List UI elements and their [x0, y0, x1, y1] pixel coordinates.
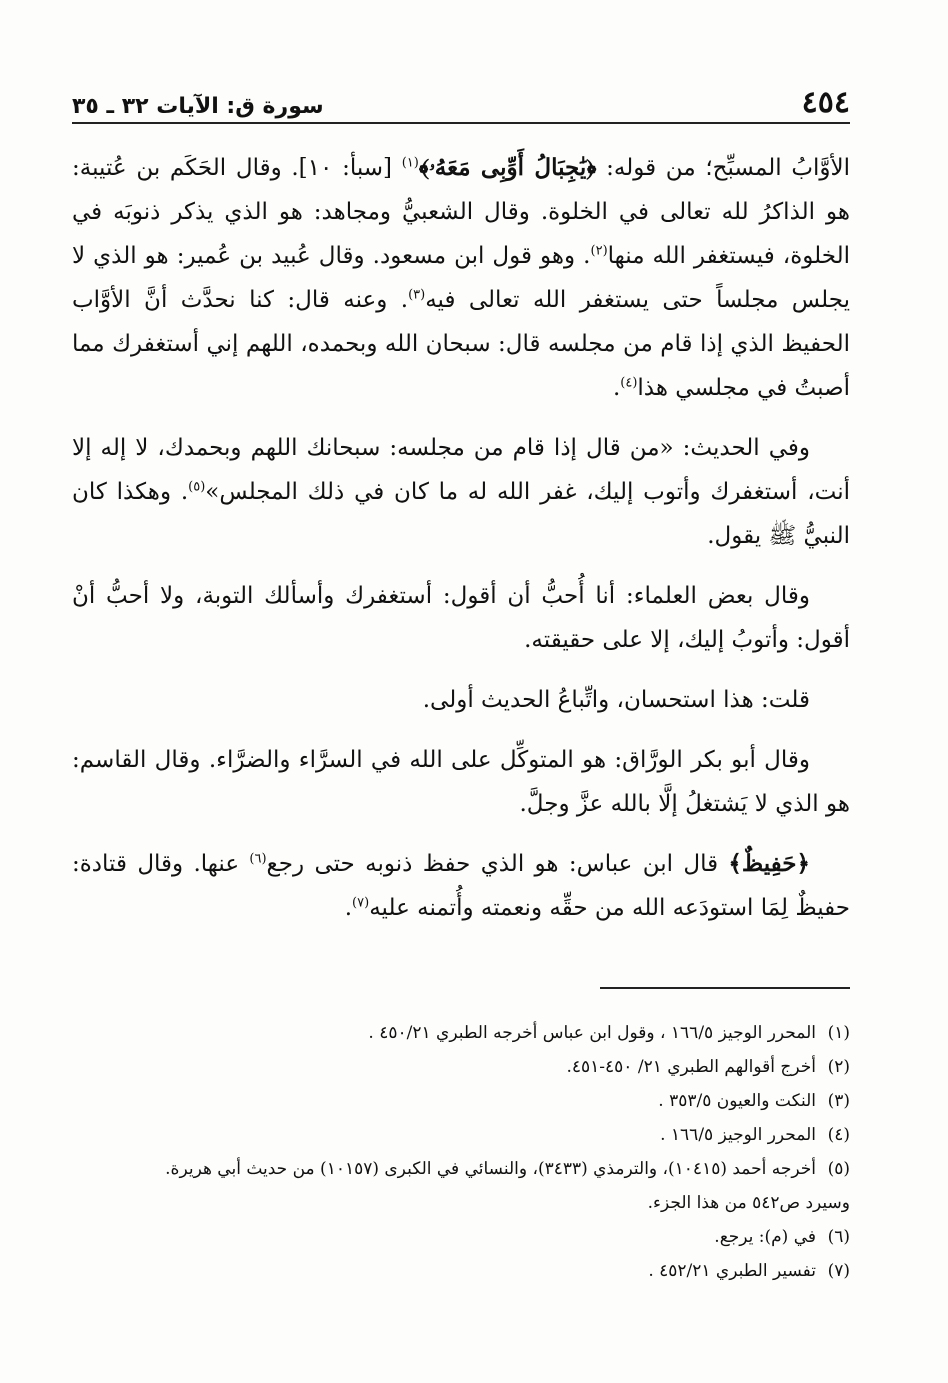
- main-text: [72, 146, 850, 930]
- footnote-6: [72, 1220, 850, 1254]
- footnote-ref-1: (١): [401, 155, 419, 171]
- page-number: ٤٥٤: [801, 85, 850, 120]
- text-run: [سبأ: ١٠]. وقال الحَكَم بن عُتيبة: هو الذاكرُ لله تعالى في الخلوة. وقال الشعبيُّ ومجاهد: هو الذي يذكر ذنوبَه في الخلوة، فيستغفر الله منها: [72, 155, 850, 269]
- text-run: . وهو قول ابن مسعود. وقال عُبيد بن عُمير: هو الذي لا يجلس مجلساً حتى يستغفر الله تعالى فيه: [72, 243, 850, 313]
- text-run: عنها. وقال قتادة: حفيظٌ لِمَا استودَعه الله من حقِّه ونعمته وأُتمنه عليه: [72, 851, 850, 921]
- footnote-number: (٧): [827, 1261, 850, 1281]
- footnote-4: [72, 1118, 850, 1152]
- paragraph-6: [72, 842, 850, 930]
- footnote-text: النكت والعيون ٣٥٣/٥ .: [658, 1091, 816, 1111]
- footnote-number: (٣): [827, 1091, 850, 1111]
- footnote-ref-5: (٥): [188, 479, 206, 495]
- text-run: . وهكذا كان النبيُّ ﷺ يقول.: [72, 479, 850, 549]
- page-header: [72, 78, 850, 124]
- paragraph-3: وقال بعض العلماء: أنا أُحبُّ أن أقول: أستغفرك وأسألك التوبة، ولا أحبُّ أنْ أقول: وأتوبُ إليك، إلا على حقيقته.: [72, 583, 850, 653]
- footnote-text: أخرج أقوالهم الطبري ٢١/ ٤٥٠-٤٥١.: [566, 1057, 816, 1077]
- text-run: .: [344, 895, 353, 921]
- paragraph-5: وقال أبو بكر الورَّاق: هو المتوكِّل على الله في السرَّاء والضرَّاء. وقال القاسم: هو الذي لا يَشتغلُ إلَّا بالله عزَّ وجلَّ.: [72, 747, 850, 817]
- footnote-ref-6: (٦): [249, 851, 267, 867]
- footnote-ref-4: (٤): [620, 375, 638, 391]
- footnote-text: المحرر الوجيز ١٦٦/٥ ، وقول ابن عباس أخرجه الطبري ٤٥٠/٢١ .: [368, 1023, 816, 1043]
- footnote-ref-3: (٣): [408, 287, 426, 303]
- footnote-text: تفسير الطبري ٤٥٢/٢١ .: [648, 1261, 816, 1281]
- paragraph-1: [72, 146, 850, 410]
- text-run: . وعنه قال: كنا نحدَّث أنَّ الأوَّاب الحفيظ الذي إذا قام من مجلسه قال: سبحان الله وبحمده، اللهم إني أستغفرك مما أصبتُ في مجلسي هذا: [72, 287, 850, 401]
- text-run: الأوَّابُ المسبِّح؛ من قوله:: [596, 155, 850, 181]
- text-run: قال ابن عباس: هو الذي حفظ ذنوبه حتى رجع: [266, 851, 729, 877]
- paragraph-2: [72, 426, 850, 558]
- footnote-ref-2: (٢): [590, 243, 608, 259]
- footnote-5-continuation: وسيرد ص٥٤٢ من هذا الجزء.: [647, 1193, 850, 1213]
- quran-word: ﴿حَفِيظٌ﴾: [728, 850, 810, 877]
- text-run: وفي الحديث: «من قال إذا قام من مجلسه: سبحانك اللهم وبحمدك، لا إله إلا أنت، أستغفرك وأتوب إليك، غفر الله له ما كان في ذلك المجلس»: [72, 435, 850, 505]
- footnote-number: (٥): [827, 1159, 850, 1179]
- footnote-divider: [600, 987, 850, 989]
- footnote-3: [72, 1084, 850, 1118]
- footnote-number: (٤): [827, 1125, 850, 1145]
- footnote-text: المحرر الوجيز ١٦٦/٥ .: [660, 1125, 816, 1145]
- text-run: .: [612, 375, 621, 401]
- running-title: سورة ق: الآيات ٣٢ ـ ٣٥: [72, 94, 324, 119]
- footnote-ref-7: (٧): [352, 895, 370, 911]
- footnotes: [72, 1016, 850, 1288]
- footnote-2: [72, 1050, 850, 1084]
- footnote-5: [72, 1152, 850, 1186]
- footnote-text: في (م): يرجع.: [714, 1227, 816, 1247]
- footnote-7: [72, 1254, 850, 1288]
- footnote-number: (١): [827, 1023, 850, 1043]
- footnote-text: أخرجه أحمد (١٠٤١٥)، والترمذي (٣٤٣٣)، والنسائي في الكبرى (١٠١٥٧) من حديث أبي هريرة.: [165, 1159, 816, 1179]
- footnote-number: (٦): [827, 1227, 850, 1247]
- quran-verse: ﴿يَٰجِبَالُ أَوِّبِى مَعَهُۥ﴾: [418, 154, 597, 181]
- paragraph-4: قلت: هذا استحسان، واتِّباعُ الحديث أولى.: [422, 687, 810, 713]
- footnote-1: [72, 1016, 850, 1050]
- footnote-number: (٢): [827, 1057, 850, 1077]
